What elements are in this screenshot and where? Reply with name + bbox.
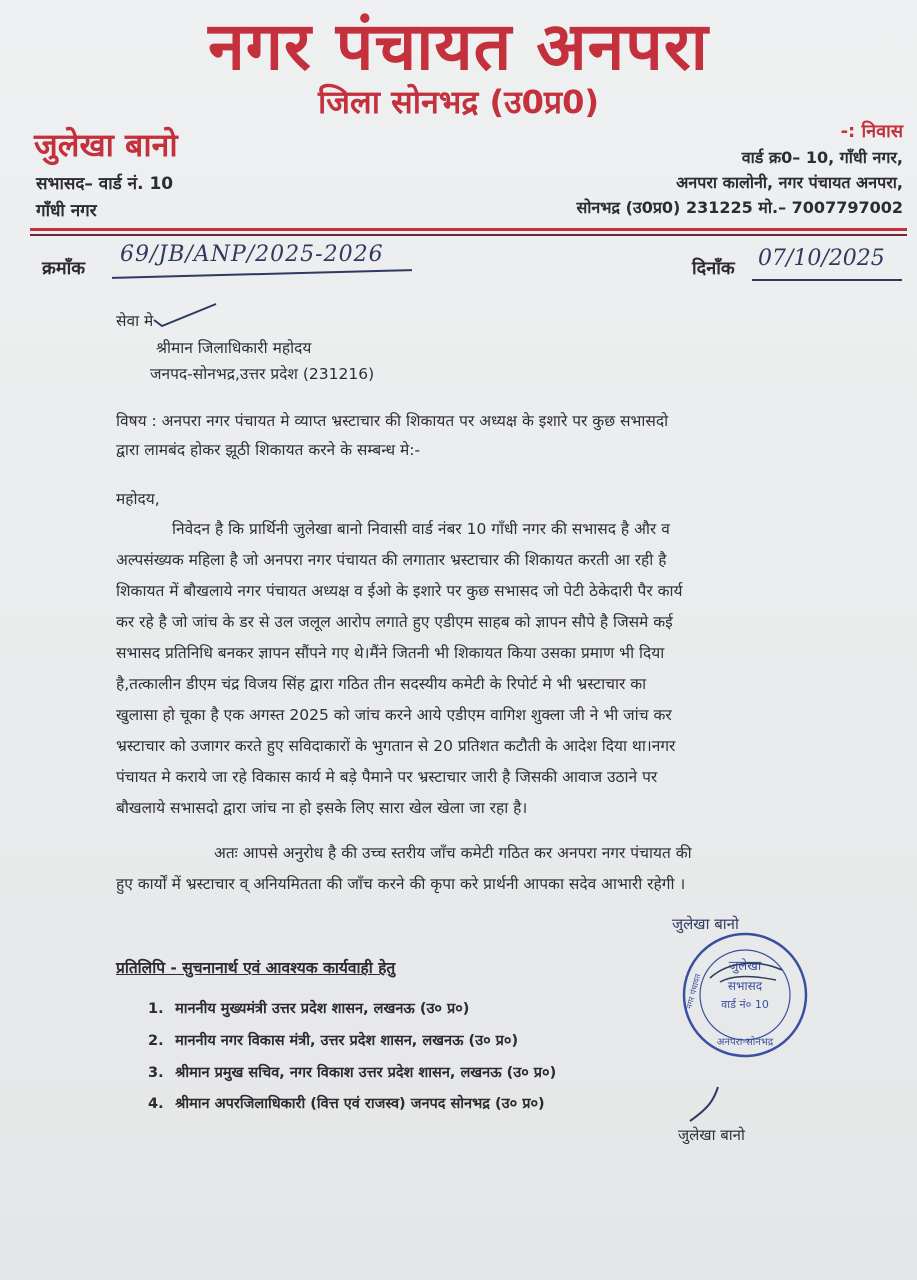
copy-to-item: [148, 998, 469, 1020]
copy-to-item-text: श्रीमान अपरजिलाधिकारी (वित्त एवं राजस्व) जनपद सोनभद्र (उ० प्र०): [175, 1096, 545, 1112]
check-mark-icon: [150, 300, 220, 330]
body-line: बौखलाये सभासदो द्वारा जांच ना हो इसके लिए सारा खेल खेला जा रहा है।: [116, 799, 528, 817]
copy-to-item-text: माननीय मुख्यमंत्री उत्तर प्रदेश शासन, लखनऊ (उ० प्र०): [175, 1001, 470, 1017]
copy-to-title: प्रतिलिपि - सुचनानार्थ एवं आवश्यक कार्यवाही हेतु: [116, 959, 396, 977]
letterhead-divider-secondary: [30, 234, 907, 236]
greeting: महोदय,: [116, 490, 160, 508]
date-value: 07/10/2025: [758, 246, 885, 271]
stamp-place: अनपरा-सोनभद्र: [716, 1037, 774, 1048]
address-line-2: अनपरा कालोनी, नगर पंचायत अनपरा,: [676, 173, 903, 192]
body-line: सभासद प्रतिनिधि बनकर ज्ञापन सौंपने गए थे।मैंने जितनी भी शिकायत किया उसका प्रमाण भी दिया: [116, 644, 665, 662]
stamp-post: सभासद: [727, 979, 763, 993]
body-line: कर रहे है जो जांच के डर से उल जलूल आरोप लगाते हुए एडीएम साहब को ज्ञापन सौपे है जिसमे कई: [116, 613, 673, 631]
request-line-2: हुए कार्यों में भ्रस्टाचार व् अनियमितता की जाँच करने की कृपा करे प्रार्थनी आपका सदेव आभारी रहेगी ।: [116, 875, 686, 893]
body-line: शिकायत में बौखलाये नगर पंचायत अध्यक्ष व ईओ के इशारे पर कुछ सभासद जो पेटी ठेकेदारी पैर कार्य: [116, 582, 683, 600]
stamp-ward: वार्ड नं० 10: [721, 998, 769, 1011]
body-line: निवेदन है कि प्रार्थिनी जुलेखा बानो निवासी वार्ड नंबर 10 गाँधी नगर की सभासद है और व: [172, 520, 670, 538]
recipient-salutation: सेवा मे: [116, 312, 154, 330]
copy-to-item-text: श्रीमान प्रमुख सचिव, नगर विकाश उत्तर प्रदेश शासन, लखनऊ (उ० प्र०): [175, 1065, 557, 1081]
body-line: खुलासा हो चूका है एक अगस्त 2025 को जांच करने आये एडीएम वागिश शुक्ला जी ने भी जांच कर: [116, 706, 672, 724]
subject-line-2: द्वारा लामबंद होकर झूठी शिकायत करने के सम्बन्ध मे:-: [116, 441, 421, 459]
body-line: है,तत्कालीन डीएम चंद्र विजय सिंह द्वारा गठित तीन सदस्यीय कमेटी के रिपोर्ट मे भी भ्रस्टाचार का: [116, 675, 647, 693]
stamp-org: नगर पंचायत: [684, 972, 703, 1010]
signature-bottom: जुलेखा बानो: [678, 1126, 745, 1144]
letterhead-district: जिला सोनभद्र (उ0प्र0): [318, 83, 599, 121]
reference-label: क्रमाँक: [42, 258, 86, 279]
request-line-1: अतः आपसे अनुरोध है की उच्च स्तरीय जाँच कमेटी गठित कर अनपरा नगर पंचायत की: [214, 844, 692, 862]
copy-to-item-number: 3.: [148, 1065, 164, 1081]
copy-to-item: [148, 1093, 545, 1115]
member-area: गाँधी नगर: [36, 201, 97, 221]
reference-underline: [112, 269, 412, 279]
recipient-place: जनपद-सोनभद्र,उत्तर प्रदेश (231216): [150, 365, 375, 383]
copy-to-item: [148, 1062, 556, 1084]
date-label: दिनाँक: [692, 258, 735, 279]
signature-scribble-icon: [680, 1085, 760, 1125]
copy-to-item-number: 1.: [148, 1001, 164, 1017]
letterhead-title: नगर पंचायत अनपरा: [208, 8, 709, 85]
copy-to-item-number: 4.: [148, 1096, 164, 1112]
address-line-3: सोनभद्र (उ0प्र0) 231225 मो.– 7007797002: [576, 198, 903, 217]
letterhead-divider: [30, 228, 907, 231]
official-stamp: [680, 930, 810, 1060]
body-line: भ्रस्टाचार को उजागर करते हुए सविदाकारों के भुगतान से 20 प्रतिशत कटौती के आदेश दिया था।नगर: [116, 737, 676, 755]
subject-line-1: विषय : अनपरा नगर पंचायत मे व्याप्त भ्रस्टाचार की शिकायत पर अध्यक्ष के इशारे पर कुछ सभासदो: [116, 412, 669, 430]
signature-top: जुलेखा बानो: [672, 915, 739, 933]
member-name: जुलेखा बानो: [34, 126, 178, 164]
copy-to-item: [148, 1030, 518, 1052]
body-line: अल्पसंख्यक महिला है जो अनपरा नगर पंचायत की लगातार भ्रस्टाचार की शिकायत करती आ रही है: [116, 551, 667, 569]
date-underline: [752, 279, 902, 281]
stamp-name: जुलेखा: [728, 959, 762, 974]
reference-number: 69/JB/ANP/2025-2026: [120, 242, 384, 267]
copy-to-item-text: माननीय नगर विकास मंत्री, उत्तर प्रदेश शासन, लखनऊ (उ० प्र०): [175, 1033, 519, 1049]
address-line-1: वार्ड क्र0– 10, गाँधी नगर,: [741, 148, 903, 167]
body-line: पंचायत मे कराये जा रहे विकास कार्य मे बड़े पैमाने पर भ्रस्टाचार जारी है जिसकी आवाज उठाने पर: [116, 768, 658, 786]
stamp-seal-icon: [680, 930, 810, 1060]
address-label: -: निवास: [840, 121, 903, 142]
recipient-name: श्रीमान जिलाधिकारी महोदय: [156, 339, 312, 357]
copy-to-item-number: 2.: [148, 1033, 164, 1049]
member-post: सभासद– वार्ड नं. 10: [36, 174, 174, 194]
